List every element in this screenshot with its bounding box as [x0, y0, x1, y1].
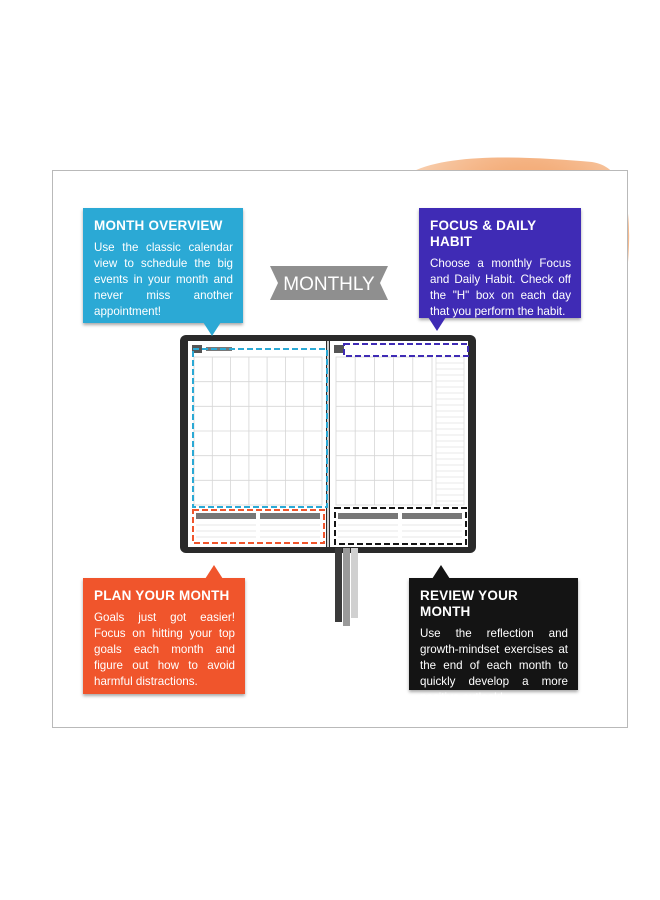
review-month-body: Use the reflection and growth-mindset exercises at the end of each month to quickly develop a more positive outlook! — [420, 627, 568, 704]
focus-habit-title: FOCUS & DAILY HABIT — [430, 218, 537, 249]
plan-month-body: Goals just got easier! Focus on hitting your top goals each month and figure out how to avoid harmful distractions. — [94, 611, 235, 688]
focus-habit-callout — [419, 208, 581, 318]
month-overview-pointer — [203, 322, 221, 336]
review-month-callout — [409, 578, 578, 704]
bookmark-ribbons — [333, 548, 361, 626]
plan-month-callout — [83, 578, 245, 694]
planner-illustration — [180, 335, 476, 555]
focus-habit-pointer — [428, 317, 446, 331]
month-overview-title: MONTH OVERVIEW — [94, 218, 223, 233]
month-overview-body: Use the classic calendar view to schedule the big events in your month and never miss another appointment! — [94, 241, 233, 318]
focus-habit-body: Choose a monthly Focus and Daily Habit. Check off the "H" box on each day that you perform the habit. — [430, 257, 571, 318]
plan-month-title: PLAN YOUR MONTH — [94, 588, 230, 603]
monthly-badge — [270, 266, 388, 300]
plan-month-pointer — [205, 565, 223, 579]
review-month-title: REVIEW YOUR MONTH — [420, 588, 518, 619]
month-overview-callout — [83, 208, 243, 323]
monthly-badge-label: MONTHLY — [283, 274, 375, 295]
review-month-pointer — [432, 565, 450, 579]
